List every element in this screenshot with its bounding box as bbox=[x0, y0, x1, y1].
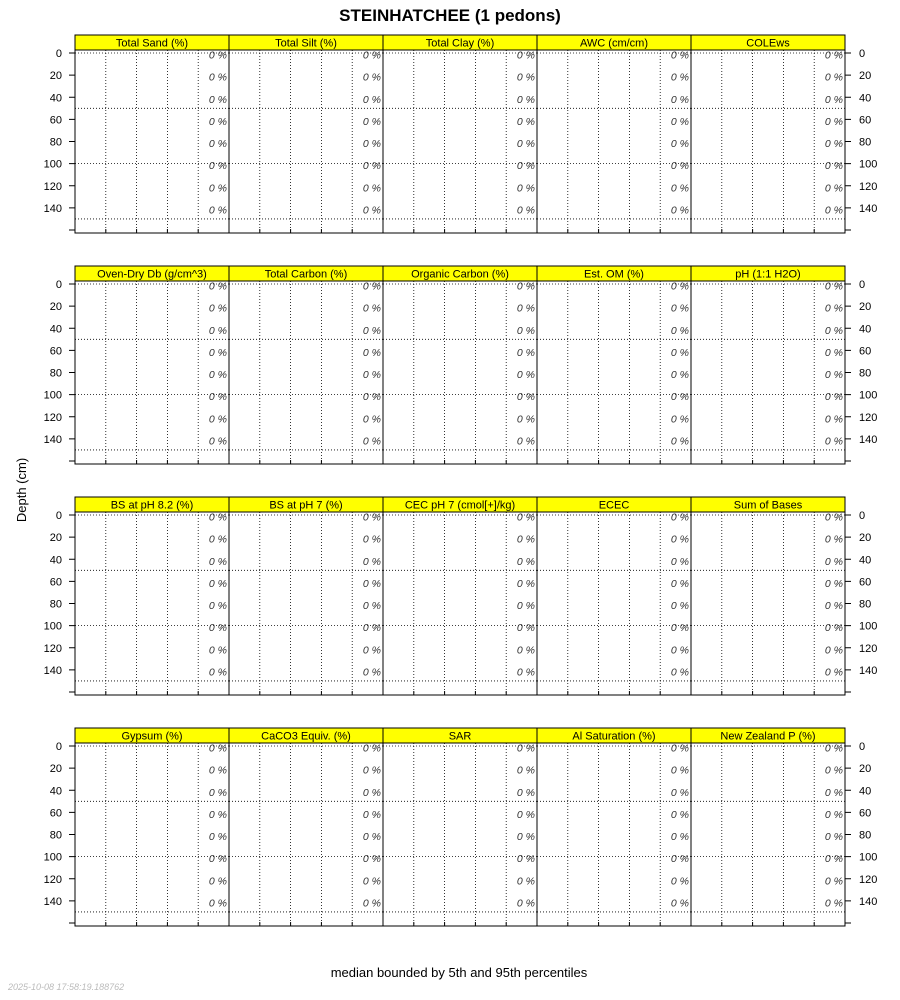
percent-label: 0 % bbox=[516, 666, 535, 679]
percent-label: 0 % bbox=[208, 324, 227, 337]
y-tick-label-right: 100 bbox=[859, 389, 878, 402]
y-tick-label-left: 120 bbox=[43, 642, 62, 655]
panel-strip-label: Organic Carbon (%) bbox=[411, 268, 509, 281]
panel-row-1 bbox=[44, 35, 878, 233]
y-tick-label-right: 140 bbox=[859, 895, 878, 908]
percent-label: 0 % bbox=[824, 182, 843, 195]
percent-label: 0 % bbox=[208, 875, 227, 888]
percent-label: 0 % bbox=[824, 435, 843, 448]
percent-label: 0 % bbox=[362, 413, 381, 426]
percent-label: 0 % bbox=[362, 204, 381, 217]
percent-label: 0 % bbox=[670, 71, 689, 84]
percent-label: 0 % bbox=[824, 555, 843, 568]
percent-label: 0 % bbox=[670, 764, 689, 777]
percent-label: 0 % bbox=[670, 875, 689, 888]
percent-label: 0 % bbox=[670, 369, 689, 381]
percent-label: 0 % bbox=[824, 831, 843, 843]
footer-note: median bounded by 5th and 95th percentiles bbox=[330, 965, 588, 980]
panel-strip-label: Total Carbon (%) bbox=[264, 268, 348, 281]
y-tick-label-left: 140 bbox=[43, 664, 62, 677]
y-tick-label-right: 140 bbox=[859, 202, 878, 215]
percent-label: 0 % bbox=[208, 160, 227, 173]
y-tick-label-left: 100 bbox=[43, 851, 62, 864]
percent-label: 0 % bbox=[362, 435, 381, 448]
percent-label: 0 % bbox=[362, 875, 381, 888]
percent-label: 0 % bbox=[824, 875, 843, 888]
panel-3-5 bbox=[691, 497, 845, 695]
percent-label: 0 % bbox=[670, 853, 689, 866]
panel-1-1 bbox=[75, 35, 229, 233]
percent-label: 0 % bbox=[670, 622, 689, 635]
percent-label: 0 % bbox=[516, 600, 535, 612]
percent-label: 0 % bbox=[208, 346, 227, 359]
y-tick-label-right: 140 bbox=[859, 664, 878, 677]
percent-label: 0 % bbox=[670, 577, 689, 590]
percent-label: 0 % bbox=[824, 644, 843, 657]
percent-label: 0 % bbox=[824, 533, 843, 546]
percent-label: 0 % bbox=[670, 391, 689, 404]
percent-label: 0 % bbox=[670, 280, 689, 293]
percent-label: 0 % bbox=[362, 533, 381, 546]
panel-3-2 bbox=[229, 497, 383, 695]
y-tick-label-right: 100 bbox=[859, 158, 878, 171]
y-tick-label-left: 0 bbox=[55, 48, 62, 60]
percent-label: 0 % bbox=[208, 533, 227, 546]
percent-label: 0 % bbox=[516, 160, 535, 173]
percent-label: 0 % bbox=[824, 808, 843, 821]
percent-label: 0 % bbox=[670, 413, 689, 426]
percent-label: 0 % bbox=[516, 897, 535, 910]
y-tick-label-right: 0 bbox=[859, 48, 866, 60]
percent-label: 0 % bbox=[208, 71, 227, 84]
panel-strip-label: Total Silt (%) bbox=[275, 37, 337, 50]
y-tick-label-left: 20 bbox=[49, 70, 62, 83]
panel-strip-label: SAR bbox=[448, 730, 472, 743]
y-tick-label-left: 40 bbox=[49, 554, 62, 567]
percent-label: 0 % bbox=[670, 435, 689, 448]
percent-label: 0 % bbox=[670, 160, 689, 173]
percent-label: 0 % bbox=[362, 369, 381, 381]
panel-1-3 bbox=[383, 35, 537, 233]
percent-label: 0 % bbox=[670, 808, 689, 821]
percent-label: 0 % bbox=[670, 302, 689, 315]
percent-label: 0 % bbox=[362, 764, 381, 777]
percent-label: 0 % bbox=[362, 622, 381, 635]
percent-label: 0 % bbox=[362, 71, 381, 84]
percent-label: 0 % bbox=[824, 764, 843, 777]
percent-label: 0 % bbox=[824, 93, 843, 106]
percent-label: 0 % bbox=[516, 280, 535, 293]
y-tick-label-left: 80 bbox=[49, 367, 62, 380]
percent-label: 0 % bbox=[362, 555, 381, 568]
percent-label: 0 % bbox=[670, 533, 689, 546]
y-tick-label-right: 0 bbox=[859, 741, 866, 753]
percent-label: 0 % bbox=[670, 204, 689, 217]
y-tick-label-left: 100 bbox=[43, 158, 62, 171]
y-tick-label-left: 120 bbox=[43, 180, 62, 193]
percent-label: 0 % bbox=[208, 369, 227, 381]
panel-2-5 bbox=[691, 266, 845, 464]
y-tick-label-right: 140 bbox=[859, 433, 878, 446]
panel-border bbox=[229, 50, 383, 233]
y-tick-label-right: 60 bbox=[859, 345, 872, 358]
percent-label: 0 % bbox=[208, 511, 227, 524]
y-tick-label-right: 120 bbox=[859, 873, 878, 886]
y-tick-label-left: 40 bbox=[49, 785, 62, 798]
panel-grid bbox=[44, 35, 878, 926]
percent-label: 0 % bbox=[824, 622, 843, 635]
percent-label: 0 % bbox=[208, 302, 227, 315]
panel-strip-label: CEC pH 7 (cmol[+]/kg) bbox=[404, 499, 516, 512]
y-tick-label-left: 60 bbox=[49, 807, 62, 820]
y-tick-label-right: 120 bbox=[859, 180, 878, 193]
panel-strip-label: COLEws bbox=[746, 37, 790, 50]
y-tick-label-right: 80 bbox=[859, 829, 872, 842]
percent-label: 0 % bbox=[208, 435, 227, 448]
percent-label: 0 % bbox=[824, 71, 843, 84]
percent-label: 0 % bbox=[362, 853, 381, 866]
percent-label: 0 % bbox=[670, 786, 689, 799]
panel-strip-label: New Zealand P (%) bbox=[720, 730, 816, 743]
panel-strip-label: Total Sand (%) bbox=[115, 37, 189, 50]
panel-4-2 bbox=[229, 728, 383, 926]
panel-border bbox=[691, 512, 845, 695]
percent-label: 0 % bbox=[362, 302, 381, 315]
percent-label: 0 % bbox=[362, 511, 381, 524]
y-tick-label-right: 80 bbox=[859, 598, 872, 611]
percent-label: 0 % bbox=[362, 324, 381, 337]
percent-label: 0 % bbox=[824, 786, 843, 799]
timestamp: 2025-10-08 17:58:19.188762 bbox=[8, 982, 125, 992]
percent-label: 0 % bbox=[670, 511, 689, 524]
y-tick-label-left: 60 bbox=[49, 345, 62, 358]
percent-label: 0 % bbox=[362, 666, 381, 679]
percent-label: 0 % bbox=[208, 808, 227, 821]
panel-strip-label: Oven-Dry Db (g/cm^3) bbox=[97, 268, 207, 281]
panel-border bbox=[537, 743, 691, 926]
percent-label: 0 % bbox=[208, 391, 227, 404]
panel-row-2 bbox=[44, 266, 878, 464]
percent-label: 0 % bbox=[362, 644, 381, 657]
percent-label: 0 % bbox=[516, 577, 535, 590]
percent-label: 0 % bbox=[516, 742, 535, 755]
panel-strip-label: Est. OM (%) bbox=[584, 268, 644, 281]
percent-label: 0 % bbox=[362, 786, 381, 799]
panel-3-1 bbox=[75, 497, 229, 695]
percent-label: 0 % bbox=[824, 204, 843, 217]
percent-label: 0 % bbox=[362, 115, 381, 128]
y-tick-label-left: 40 bbox=[49, 92, 62, 105]
y-tick-label-right: 20 bbox=[859, 763, 872, 776]
percent-label: 0 % bbox=[362, 897, 381, 910]
percent-label: 0 % bbox=[362, 160, 381, 173]
y-tick-label-right: 120 bbox=[859, 411, 878, 424]
percent-label: 0 % bbox=[208, 413, 227, 426]
panel-border bbox=[383, 743, 537, 926]
percent-label: 0 % bbox=[362, 346, 381, 359]
percent-label: 0 % bbox=[208, 622, 227, 635]
y-tick-label-left: 0 bbox=[55, 510, 62, 522]
percent-label: 0 % bbox=[362, 742, 381, 755]
panel-2-4 bbox=[537, 266, 691, 464]
percent-label: 0 % bbox=[670, 666, 689, 679]
percent-label: 0 % bbox=[208, 138, 227, 150]
percent-label: 0 % bbox=[516, 391, 535, 404]
y-tick-label-right: 60 bbox=[859, 576, 872, 589]
y-tick-label-right: 80 bbox=[859, 367, 872, 380]
y-tick-label-left: 120 bbox=[43, 411, 62, 424]
percent-label: 0 % bbox=[208, 115, 227, 128]
panel-1-5 bbox=[691, 35, 845, 233]
panel-strip-label: Gypsum (%) bbox=[121, 730, 183, 743]
panel-border bbox=[537, 50, 691, 233]
panel-border bbox=[383, 281, 537, 464]
percent-label: 0 % bbox=[516, 324, 535, 337]
percent-label: 0 % bbox=[516, 435, 535, 448]
panel-row-3 bbox=[44, 497, 878, 695]
panel-2-3 bbox=[383, 266, 537, 464]
panel-border bbox=[691, 50, 845, 233]
percent-label: 0 % bbox=[516, 831, 535, 843]
panel-4-3 bbox=[383, 728, 537, 926]
percent-label: 0 % bbox=[362, 577, 381, 590]
panel-3-3 bbox=[383, 497, 537, 695]
percent-label: 0 % bbox=[208, 600, 227, 612]
percent-label: 0 % bbox=[208, 280, 227, 293]
percent-label: 0 % bbox=[362, 808, 381, 821]
y-axis-label: Depth (cm) bbox=[14, 457, 29, 523]
y-tick-label-left: 20 bbox=[49, 532, 62, 545]
panel-border bbox=[229, 743, 383, 926]
percent-label: 0 % bbox=[824, 742, 843, 755]
percent-label: 0 % bbox=[824, 853, 843, 866]
y-tick-label-left: 80 bbox=[49, 136, 62, 149]
percent-label: 0 % bbox=[208, 786, 227, 799]
y-tick-label-right: 20 bbox=[859, 70, 872, 83]
y-tick-label-right: 80 bbox=[859, 136, 872, 149]
percent-label: 0 % bbox=[362, 280, 381, 293]
panel-border bbox=[537, 512, 691, 695]
percent-label: 0 % bbox=[670, 115, 689, 128]
panel-border bbox=[383, 50, 537, 233]
percent-label: 0 % bbox=[516, 413, 535, 426]
panel-strip-label: BS at pH 8.2 (%) bbox=[110, 499, 194, 512]
y-tick-label-left: 100 bbox=[43, 620, 62, 633]
panel-strip-label: Al Saturation (%) bbox=[572, 730, 656, 743]
percent-label: 0 % bbox=[516, 49, 535, 62]
percent-label: 0 % bbox=[516, 115, 535, 128]
y-tick-label-left: 140 bbox=[43, 895, 62, 908]
panel-border bbox=[229, 512, 383, 695]
chart-title: STEINHATCHEE (1 pedons) bbox=[339, 6, 561, 25]
percent-label: 0 % bbox=[824, 49, 843, 62]
percent-label: 0 % bbox=[670, 346, 689, 359]
percent-label: 0 % bbox=[362, 138, 381, 150]
y-tick-label-left: 120 bbox=[43, 873, 62, 886]
percent-label: 0 % bbox=[208, 831, 227, 843]
y-tick-label-right: 100 bbox=[859, 620, 878, 633]
percent-label: 0 % bbox=[670, 49, 689, 62]
percent-label: 0 % bbox=[362, 49, 381, 62]
y-tick-label-right: 20 bbox=[859, 301, 872, 314]
percent-label: 0 % bbox=[824, 897, 843, 910]
y-tick-label-right: 40 bbox=[859, 92, 872, 105]
percent-label: 0 % bbox=[670, 644, 689, 657]
percent-label: 0 % bbox=[516, 302, 535, 315]
percent-label: 0 % bbox=[516, 346, 535, 359]
panel-border bbox=[75, 281, 229, 464]
percent-label: 0 % bbox=[670, 831, 689, 843]
y-tick-label-right: 40 bbox=[859, 554, 872, 567]
panel-1-4 bbox=[537, 35, 691, 233]
percent-label: 0 % bbox=[824, 413, 843, 426]
percent-label: 0 % bbox=[516, 808, 535, 821]
percent-label: 0 % bbox=[208, 49, 227, 62]
panel-strip-label: CaCO3 Equiv. (%) bbox=[261, 730, 351, 743]
y-tick-label-left: 60 bbox=[49, 576, 62, 589]
y-tick-label-left: 0 bbox=[55, 741, 62, 753]
panel-border bbox=[537, 281, 691, 464]
y-tick-label-left: 20 bbox=[49, 763, 62, 776]
percent-label: 0 % bbox=[824, 346, 843, 359]
percent-label: 0 % bbox=[824, 369, 843, 381]
y-tick-label-right: 20 bbox=[859, 532, 872, 545]
percent-label: 0 % bbox=[208, 666, 227, 679]
y-tick-label-left: 140 bbox=[43, 202, 62, 215]
percent-label: 0 % bbox=[362, 182, 381, 195]
panel-strip-label: Sum of Bases bbox=[733, 499, 803, 512]
percent-label: 0 % bbox=[516, 786, 535, 799]
panel-row-4 bbox=[44, 728, 878, 926]
y-tick-label-left: 140 bbox=[43, 433, 62, 446]
percent-label: 0 % bbox=[516, 622, 535, 635]
percent-label: 0 % bbox=[516, 204, 535, 217]
y-tick-label-right: 0 bbox=[859, 279, 866, 291]
percent-label: 0 % bbox=[824, 600, 843, 612]
y-tick-label-right: 100 bbox=[859, 851, 878, 864]
percent-label: 0 % bbox=[208, 93, 227, 106]
percent-label: 0 % bbox=[824, 666, 843, 679]
panel-1-2 bbox=[229, 35, 383, 233]
percent-label: 0 % bbox=[362, 391, 381, 404]
y-tick-label-left: 80 bbox=[49, 829, 62, 842]
percent-label: 0 % bbox=[670, 600, 689, 612]
percent-label: 0 % bbox=[670, 182, 689, 195]
percent-label: 0 % bbox=[824, 391, 843, 404]
percent-label: 0 % bbox=[670, 897, 689, 910]
percent-label: 0 % bbox=[516, 853, 535, 866]
panel-strip-label: BS at pH 7 (%) bbox=[269, 499, 343, 512]
panel-border bbox=[75, 512, 229, 695]
percent-label: 0 % bbox=[516, 511, 535, 524]
panel-strip-label: Total Clay (%) bbox=[425, 37, 495, 50]
percent-label: 0 % bbox=[670, 742, 689, 755]
percent-label: 0 % bbox=[824, 577, 843, 590]
panel-2-1 bbox=[75, 266, 229, 464]
percent-label: 0 % bbox=[516, 182, 535, 195]
percent-label: 0 % bbox=[208, 853, 227, 866]
percent-label: 0 % bbox=[670, 138, 689, 150]
panel-4-4 bbox=[537, 728, 691, 926]
percent-label: 0 % bbox=[516, 369, 535, 381]
percent-label: 0 % bbox=[516, 71, 535, 84]
percent-label: 0 % bbox=[824, 160, 843, 173]
percent-label: 0 % bbox=[516, 533, 535, 546]
panel-border bbox=[229, 281, 383, 464]
percent-label: 0 % bbox=[516, 875, 535, 888]
panel-3-4 bbox=[537, 497, 691, 695]
y-tick-label-right: 60 bbox=[859, 114, 872, 127]
y-tick-label-right: 40 bbox=[859, 785, 872, 798]
percent-label: 0 % bbox=[516, 644, 535, 657]
percent-label: 0 % bbox=[208, 644, 227, 657]
percent-label: 0 % bbox=[824, 280, 843, 293]
y-tick-label-left: 100 bbox=[43, 389, 62, 402]
percent-label: 0 % bbox=[362, 93, 381, 106]
panel-4-1 bbox=[75, 728, 229, 926]
percent-label: 0 % bbox=[516, 555, 535, 568]
percent-label: 0 % bbox=[208, 742, 227, 755]
percent-label: 0 % bbox=[208, 204, 227, 217]
percent-label: 0 % bbox=[824, 511, 843, 524]
percent-label: 0 % bbox=[516, 138, 535, 150]
percent-label: 0 % bbox=[670, 324, 689, 337]
panel-4-5 bbox=[691, 728, 845, 926]
percent-label: 0 % bbox=[362, 600, 381, 612]
panel-border bbox=[691, 743, 845, 926]
panel-strip-label: AWC (cm/cm) bbox=[579, 37, 649, 50]
percent-label: 0 % bbox=[670, 555, 689, 568]
percent-label: 0 % bbox=[516, 93, 535, 106]
percent-label: 0 % bbox=[208, 764, 227, 777]
percent-label: 0 % bbox=[824, 138, 843, 150]
y-tick-label-right: 60 bbox=[859, 807, 872, 820]
y-tick-label-left: 60 bbox=[49, 114, 62, 127]
percent-label: 0 % bbox=[208, 577, 227, 590]
y-tick-label-left: 40 bbox=[49, 323, 62, 336]
percent-label: 0 % bbox=[208, 897, 227, 910]
percent-label: 0 % bbox=[824, 324, 843, 337]
percent-label: 0 % bbox=[208, 182, 227, 195]
panel-strip-label: pH (1:1 H2O) bbox=[735, 268, 801, 281]
panel-border bbox=[75, 743, 229, 926]
y-tick-label-right: 0 bbox=[859, 510, 866, 522]
panel-border bbox=[691, 281, 845, 464]
panel-border bbox=[383, 512, 537, 695]
panel-2-2 bbox=[229, 266, 383, 464]
y-tick-label-left: 0 bbox=[55, 279, 62, 291]
panel-strip-label: ECEC bbox=[598, 499, 630, 512]
percent-label: 0 % bbox=[824, 115, 843, 128]
y-tick-label-left: 20 bbox=[49, 301, 62, 314]
y-tick-label-right: 120 bbox=[859, 642, 878, 655]
y-tick-label-left: 80 bbox=[49, 598, 62, 611]
percent-label: 0 % bbox=[824, 302, 843, 315]
percent-label: 0 % bbox=[670, 93, 689, 106]
percent-label: 0 % bbox=[362, 831, 381, 843]
y-tick-label-right: 40 bbox=[859, 323, 872, 336]
percent-label: 0 % bbox=[208, 555, 227, 568]
panel-border bbox=[75, 50, 229, 233]
percent-label: 0 % bbox=[516, 764, 535, 777]
